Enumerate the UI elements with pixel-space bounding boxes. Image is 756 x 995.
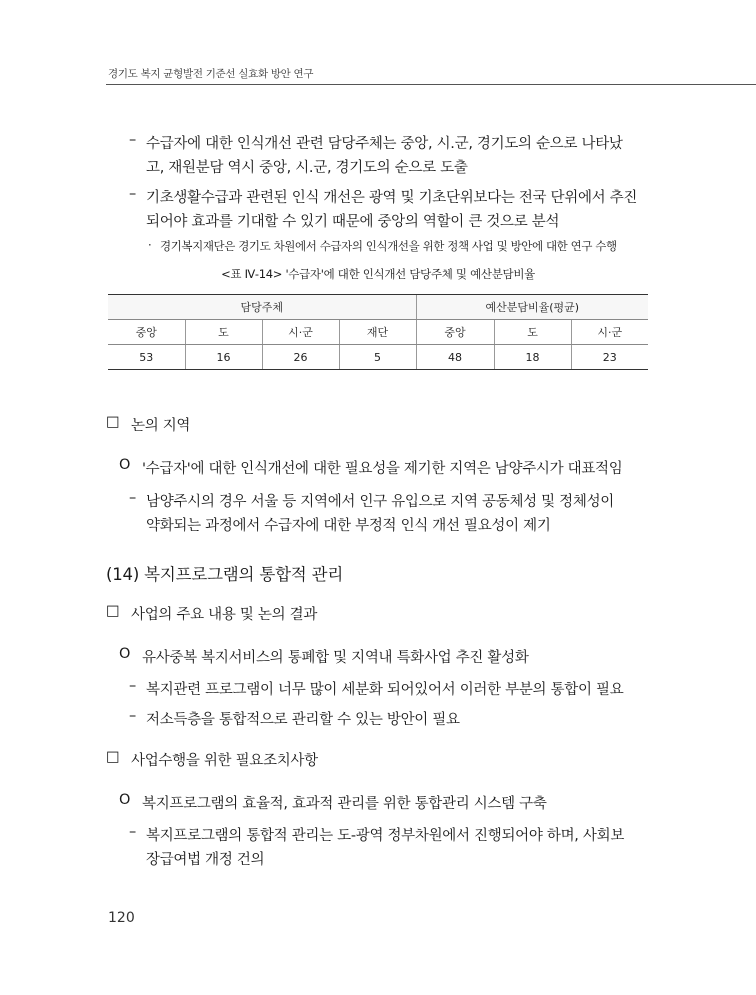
circle-marker: O <box>119 792 131 808</box>
square-marker: □ <box>106 749 120 765</box>
table-cell: 48 <box>416 345 494 370</box>
table-row <box>108 345 648 370</box>
table-caption: <표 Ⅳ-14> '수급자'에 대한 인식개선 담당주체 및 예산분담비율 <box>221 267 535 281</box>
dot-marker: · <box>148 238 152 252</box>
dash-marker: – <box>129 132 136 148</box>
text-line: 복지프로그램의 효율적, 효과적 관리를 위한 통합관리 시스템 구축 <box>142 796 547 812</box>
section-title: 사업수행을 위한 필요조치사항 <box>131 753 318 769</box>
text-line: 복지관련 프로그램이 너무 많이 세분화 되어있어서 이러한 부분의 통합이 필요 <box>146 682 624 698</box>
dash-marker: – <box>129 824 136 840</box>
page-number: 120 <box>108 910 135 926</box>
text-line: 남양주시의 경우 서울 등 지역에서 인구 유입으로 지역 공동체성 및 정체성이 <box>146 494 615 510</box>
group-header: 예산분담비율(평균) <box>416 295 648 320</box>
table-group-header-row <box>108 295 648 320</box>
column-header: 시·군 <box>262 320 339 345</box>
text-line: 복지프로그램의 통합적 관리는 도-광역 정부차원에서 진행되어야 하며, 사회보 <box>146 828 625 844</box>
dash-marker: – <box>129 186 136 202</box>
dash-marker: – <box>129 490 136 506</box>
table-cell: 53 <box>108 345 185 370</box>
column-header: 재단 <box>339 320 416 345</box>
column-header: 도 <box>494 320 571 345</box>
text-line: 약화되는 과정에서 수급자에 대한 부정적 인식 개선 필요성이 제기 <box>146 518 551 534</box>
text-line: 저소득층을 통합적으로 관리할 수 있는 방안이 필요 <box>146 712 460 728</box>
text-line: 유사중복 복지서비스의 통폐합 및 지역내 특화사업 추진 활성화 <box>142 650 529 666</box>
column-header: 중앙 <box>108 320 185 345</box>
square-marker: □ <box>106 414 120 430</box>
table-cell: 26 <box>262 345 339 370</box>
table-cell: 23 <box>571 345 648 370</box>
dash-marker: – <box>129 708 136 724</box>
text-line: 장급여법 개정 건의 <box>146 852 265 868</box>
table-header-row <box>108 320 648 345</box>
text-line: 수급자에 대한 인식개선 관련 담당주체는 중앙, 시.군, 경기도의 순으로 나타났 <box>146 136 623 152</box>
dash-marker: – <box>129 678 136 694</box>
circle-marker: O <box>119 646 131 662</box>
text-line: '수급자'에 대한 인식개선에 대한 필요성을 제기한 지역은 남양주시가 대표적임 <box>142 461 623 477</box>
section-title: 논의 지역 <box>131 418 191 434</box>
table-cell: 16 <box>185 345 262 370</box>
text-line: 기초생활수급과 관련된 인식 개선은 광역 및 기초단위보다는 전국 단위에서 추진 <box>146 190 638 206</box>
header-rule <box>106 84 756 85</box>
text-line: 고, 재원분담 역시 중앙, 시.군, 경기도의 순으로 도출 <box>146 160 468 176</box>
square-marker: □ <box>106 603 120 619</box>
subsection-heading: (14) 복지프로그램의 통합적 관리 <box>106 565 344 584</box>
column-header: 중앙 <box>416 320 494 345</box>
text-line: 되어야 효과를 기대할 수 있기 때문에 중앙의 역할이 큰 것으로 분석 <box>146 214 560 230</box>
table-cell: 18 <box>494 345 571 370</box>
column-header: 시·군 <box>571 320 648 345</box>
circle-marker: O <box>119 457 131 473</box>
column-header: 도 <box>185 320 262 345</box>
table-cell: 5 <box>339 345 416 370</box>
group-header: 담당주체 <box>108 295 416 320</box>
running-header: 경기도 복지 균형발전 기준선 실효화 방안 연구 <box>108 68 314 80</box>
data-table <box>108 294 648 370</box>
section-title: 사업의 주요 내용 및 논의 결과 <box>131 607 318 623</box>
note-text: 경기복지재단은 경기도 차원에서 수급자의 인식개선을 위한 정책 사업 및 방안에 대한 연구 수행 <box>160 239 617 253</box>
